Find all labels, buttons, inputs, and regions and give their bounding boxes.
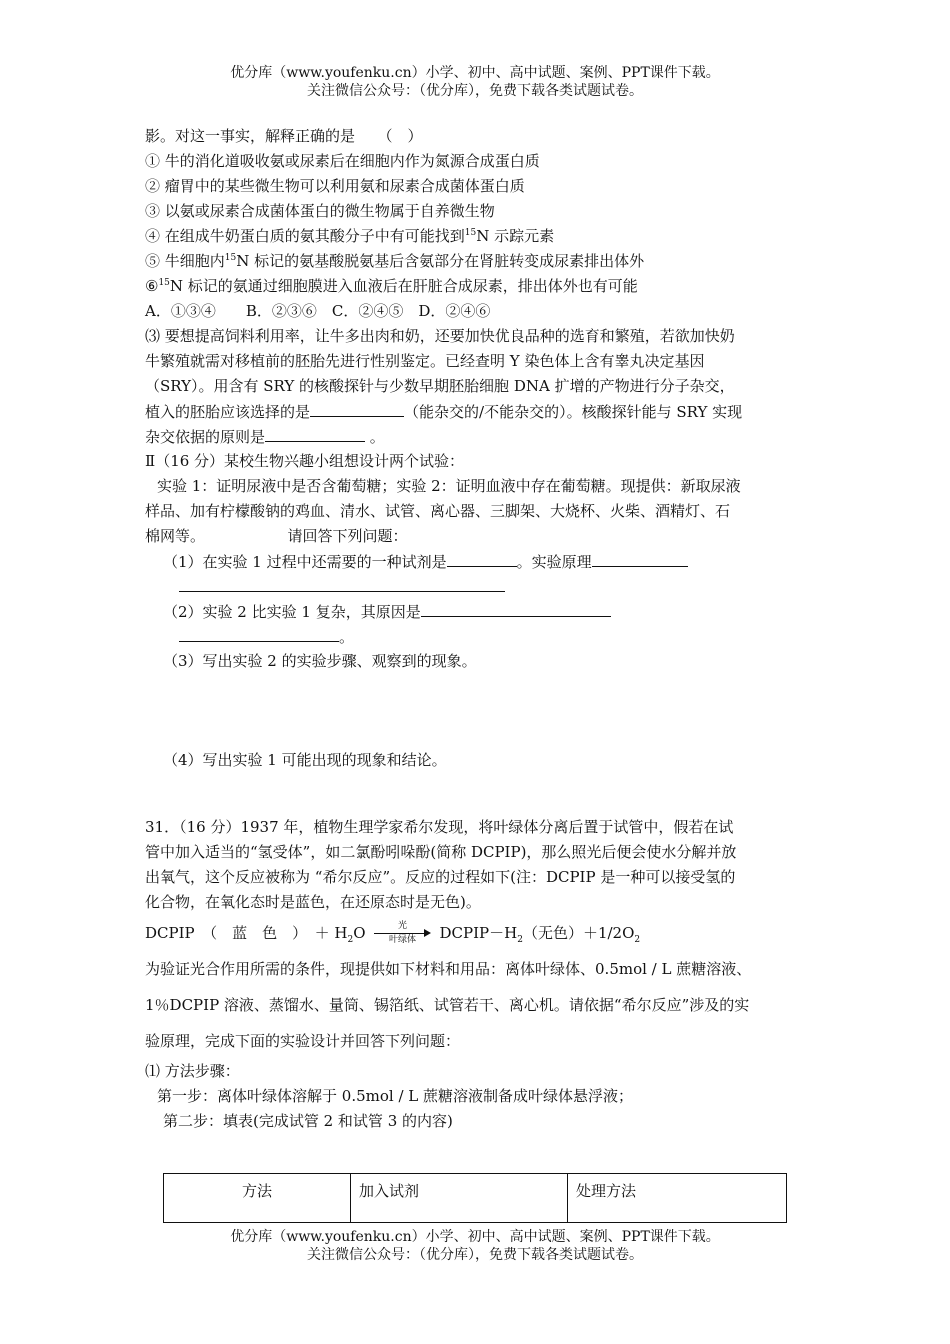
option-4: [145, 224, 815, 249]
sub-1-text-a: （1）在实验 1 过程中还需要的一种试剂是: [163, 553, 447, 571]
step-2: 第二步：填表(完成试管 2 和试管 3 的内容): [163, 1112, 453, 1130]
isotope-superscript: 15: [464, 228, 477, 238]
answer-blank-reason-2[interactable]: [179, 624, 339, 642]
q3-line-4: [145, 399, 815, 424]
part2-sub-1-cont: [145, 574, 815, 599]
equation-subscript: 2: [517, 935, 523, 945]
q3-line-5-b: 。: [365, 428, 385, 446]
arrow-label-chloroplast: 叶绿体: [389, 935, 417, 945]
sub-2-text: （2）实验 2 比实验 1 复杂，其原因是: [163, 603, 421, 621]
footer-line-2: 关注微信公众号：（优分库），免费下载各类试题试卷。: [307, 1247, 643, 1263]
part2-line-1: 实验 1：证明尿液中是否含葡萄糖；实验 2：证明血液中存在葡萄糖。现提供：新取尿液: [157, 477, 741, 495]
page-header: [0, 64, 950, 100]
q31-line-4: 化合物，在氧化态时是蓝色，在还原态时是无色)。: [145, 893, 481, 911]
equation-subscript: 2: [634, 935, 641, 945]
reaction-arrow-icon: [374, 923, 432, 945]
answer-blank-reason-1[interactable]: [421, 599, 611, 617]
option-5: [145, 249, 815, 274]
q31-line-2: 管中加入适当的“氢受体”，如二氯酚吲哚酚(简称 DCPIP)，那么照光后便会使水分解并放: [145, 843, 737, 861]
q3-line-5: [145, 424, 815, 449]
table-header-method: 方法: [164, 1174, 351, 1223]
isotope-superscript: 15: [158, 278, 170, 288]
part2-title: Ⅱ（16 分）某校生物兴趣小组想设计两个试验：: [145, 452, 465, 470]
part2-sub-3: （3）写出实验 2 的实验步骤、观察到的现象。: [163, 652, 477, 670]
answer-blank-principle[interactable]: [265, 424, 365, 442]
answer-blank-principle-1[interactable]: [592, 549, 688, 567]
option-4-text-b: N 示踪元素: [476, 227, 555, 245]
answer-space-4[interactable]: [145, 773, 815, 815]
answer-choices: A．①③④ B．②③⑥ C．②④⑤ D．②④⑥: [145, 302, 491, 320]
q31-line-1: 31．（16 分）1937 年，植物生理学家希尔发现，将叶绿体分离后置于试管中，假若在试: [145, 818, 734, 836]
option-6-text-a: ⑥: [145, 277, 159, 295]
table-header-treatment: 处理方法: [568, 1174, 787, 1223]
answer-space-3[interactable]: [145, 674, 815, 748]
option-2: ② 瘤胃中的某些微生物可以利用氨和尿素合成菌体蛋白质: [145, 177, 525, 195]
step-1: 第一步：离体叶绿体溶解于 0.5mol / L 蔗糖溶液制备成叶绿体悬浮液；: [157, 1087, 633, 1105]
question-intro: 影。对这一事实，解释正确的是 （ ）: [145, 127, 423, 145]
answer-blank-reagent[interactable]: [447, 549, 517, 567]
sub-1-text-b: 。实验原理: [516, 553, 592, 571]
q3-line-1: ⑶ 要想提高饲料利用率，让牛多出肉和奶，还要加快优良品种的选育和繁殖，若欲加快奶: [145, 327, 735, 345]
q31-line-3: 出氧气，这个反应被称为 “希尔反应”。反应的过程如下(注：DCPIP 是一种可以接受氢的: [145, 868, 736, 886]
isotope-superscript: 15: [224, 253, 237, 263]
method-title: ⑴ 方法步骤：: [145, 1062, 240, 1080]
part2-sub-2: [145, 599, 815, 624]
part2-line-3: 棉网等。 请回答下列问题：: [145, 527, 408, 545]
equation-oxygen: O: [353, 924, 366, 942]
header-line-1: 优分库（www.youfenku.cn）小学、初中、高中试题、案例、PPT课件下载。: [230, 65, 720, 81]
option-3: ③ 以氨或尿素合成菌体蛋白的微生物属于自养微生物: [145, 202, 495, 220]
equation-left: DCPIP （ 蓝 色 ） ＋ H: [145, 924, 348, 942]
header-line-2: 关注微信公众号：（优分库），免费下载各类试题试卷。: [307, 83, 643, 99]
part2-sub-1: [145, 549, 815, 574]
q31-para-1: 为验证光合作用所需的条件，现提供如下材料和用品：离体叶绿体、0.5mol / L 蔗糖溶液、: [145, 960, 752, 978]
answer-blank-embryo[interactable]: [310, 399, 404, 417]
q3-line-2: 牛繁殖就需对移植前的胚胎先进行性别鉴定。已经查明 Y 染色体上含有睾丸决定基因: [145, 352, 705, 370]
q3-line-4-b: （能杂交的/不能杂交的）。核酸探针能与 SRY 实现: [404, 403, 743, 421]
option-6-text-b: N 标记的氨通过细胞膜进入血液后在肝脏合成尿素，排出体外也有可能: [169, 277, 638, 295]
option-5-text-b: N 标记的氨基酸脱氨基后含氨部分在肾脏转变成尿素排出体外: [236, 252, 645, 270]
equation-subscript: 2: [347, 935, 354, 945]
q31-para-2: 1％DCPIP 溶液、蒸馏水、量筒、锡箔纸、试管若干、离心机。请依据“希尔反应”涉及的实: [145, 996, 750, 1014]
arrow-line: [374, 933, 426, 934]
option-6: [145, 274, 815, 299]
q3-line-3: （SRY）。用含有 SRY 的核酸探针与少数早期胚胎细胞 DNA 扩增的产物进行分子杂交，: [145, 377, 735, 395]
equation-right-a: DCPIP－H: [439, 924, 518, 942]
answer-blank-principle-2[interactable]: [179, 574, 505, 592]
equation-right-b: （无色）＋1/2O: [522, 924, 635, 942]
page-footer: [0, 1228, 950, 1264]
experiment-table: [163, 1173, 787, 1223]
table-header-reagent: 加入试剂: [351, 1174, 568, 1223]
part2-sub-4: （4）写出实验 1 可能出现的现象和结论。: [163, 751, 447, 769]
part2-line-2: 样品、加有柠檬酸钠的鸡血、清水、试管、离心器、三脚架、大烧杯、火柴、酒精灯、石: [145, 502, 731, 520]
hill-reaction-equation: [145, 915, 815, 951]
arrow-label-light: 光: [398, 921, 408, 931]
option-1: ① 牛的消化道吸收氨或尿素后在细胞内作为氮源合成蛋白质: [145, 152, 540, 170]
q3-line-5-a: 杂交依据的原则是: [145, 428, 266, 446]
q31-para-3: 验原理，完成下面的实验设计并回答下列问题：: [145, 1032, 461, 1050]
table-header-row: [164, 1174, 787, 1223]
part2-sub-2-cont: [145, 624, 815, 649]
option-5-text-a: ⑤ 牛细胞内: [145, 252, 225, 270]
page-content: [145, 124, 815, 1134]
q3-line-4-a: 植入的胚胎应该选择的是: [145, 403, 311, 421]
footer-line-1: 优分库（www.youfenku.cn）小学、初中、高中试题、案例、PPT课件下载。: [230, 1229, 720, 1245]
option-4-text-a: ④ 在组成牛奶蛋白质的氨其酸分子中有可能找到: [145, 227, 465, 245]
sub-2-end: 。: [339, 628, 355, 646]
